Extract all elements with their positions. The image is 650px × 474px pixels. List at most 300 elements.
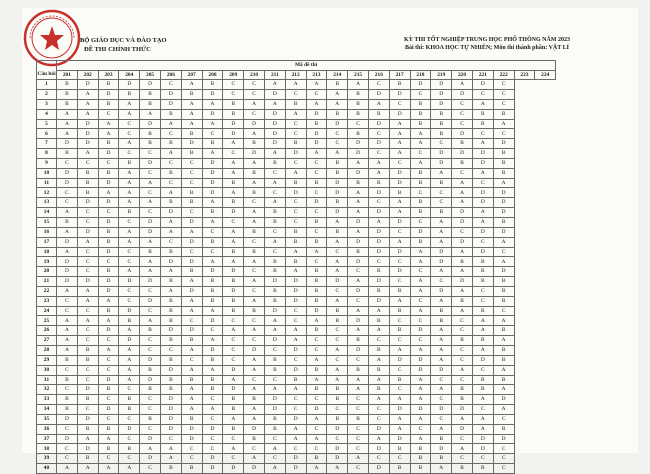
answer-cell: A bbox=[368, 326, 389, 336]
answer-cell: A bbox=[327, 149, 348, 159]
answer-cell: B bbox=[223, 405, 244, 415]
code-row bbox=[37, 70, 556, 80]
answer-cell: A bbox=[452, 267, 473, 277]
answer-cell: B bbox=[306, 365, 327, 375]
answer-cell: D bbox=[223, 365, 244, 375]
answer-cell: D bbox=[98, 326, 119, 336]
answer-cell: A bbox=[472, 168, 493, 178]
answer-cell: D bbox=[223, 129, 244, 139]
answer-cell: D bbox=[285, 345, 306, 355]
answer-cell: C bbox=[119, 119, 140, 129]
table-row bbox=[37, 218, 556, 228]
table-row bbox=[37, 355, 556, 365]
answer-cell: C bbox=[410, 149, 431, 159]
table-row bbox=[37, 395, 556, 405]
answer-cell: A bbox=[264, 178, 285, 188]
answer-cell: C bbox=[202, 414, 223, 424]
answer-cell: D bbox=[244, 345, 265, 355]
answer-cell: B bbox=[306, 277, 327, 287]
answer-cell: A bbox=[181, 80, 202, 90]
answer-cell: A bbox=[472, 424, 493, 434]
answer-cell: B bbox=[306, 178, 327, 188]
answer-cell: A bbox=[244, 218, 265, 228]
answer-cell: B bbox=[77, 168, 98, 178]
answer-cell: A bbox=[493, 119, 514, 129]
answer-cell: D bbox=[306, 405, 327, 415]
answer-cell: B bbox=[368, 385, 389, 395]
answer-cell: D bbox=[57, 277, 78, 287]
answer-cell: C bbox=[57, 444, 78, 454]
answer-cell: C bbox=[431, 139, 452, 149]
answer-cell: D bbox=[223, 385, 244, 395]
answer-cell: D bbox=[348, 149, 369, 159]
answer-cell: B bbox=[119, 158, 140, 168]
answer-cell: B bbox=[264, 208, 285, 218]
answer-cell: B bbox=[77, 424, 98, 434]
answer-cell: B bbox=[306, 326, 327, 336]
answer-cell: A bbox=[306, 375, 327, 385]
answer-cell: D bbox=[223, 119, 244, 129]
answer-cell: C bbox=[244, 316, 265, 326]
answer-cell: D bbox=[452, 405, 473, 415]
answer-cell: A bbox=[472, 208, 493, 218]
answer-cell: D bbox=[57, 168, 78, 178]
table-row bbox=[37, 385, 556, 395]
answer-cell: A bbox=[452, 247, 473, 257]
answer-cell: A bbox=[306, 434, 327, 444]
answer-cell: C bbox=[306, 188, 327, 198]
answer-cell: B bbox=[181, 188, 202, 198]
answer-cell: A bbox=[264, 198, 285, 208]
answer-cell: C bbox=[327, 286, 348, 296]
answer-cell: A bbox=[327, 296, 348, 306]
answer-cell: D bbox=[327, 424, 348, 434]
answer-cell: A bbox=[160, 286, 181, 296]
answer-cell: A bbox=[431, 237, 452, 247]
table-row bbox=[37, 434, 556, 444]
answer-cell: A bbox=[285, 434, 306, 444]
answer-cell: A bbox=[264, 444, 285, 454]
answer-cell: B bbox=[140, 129, 161, 139]
answer-cell: A bbox=[202, 365, 223, 375]
answer-cell: C bbox=[244, 90, 265, 100]
answer-cell: D bbox=[431, 257, 452, 267]
answer-cell: C bbox=[348, 355, 369, 365]
answer-cell: B bbox=[223, 296, 244, 306]
question-number-cell: 9 bbox=[37, 158, 57, 168]
question-number-cell: 33 bbox=[37, 395, 57, 405]
answer-cell: A bbox=[348, 198, 369, 208]
answer-cell: D bbox=[327, 444, 348, 454]
answer-cell: D bbox=[493, 434, 514, 444]
answer-cell: A bbox=[57, 247, 78, 257]
answer-cell: B bbox=[368, 286, 389, 296]
answer-cell: D bbox=[264, 336, 285, 346]
answer-cell: B bbox=[98, 306, 119, 316]
answer-cell: D bbox=[410, 365, 431, 375]
answer-cell: A bbox=[98, 345, 119, 355]
answer-cell: B bbox=[472, 336, 493, 346]
answer-cell: B bbox=[181, 464, 202, 474]
answer-cell: B bbox=[327, 316, 348, 326]
answer-cell: A bbox=[223, 227, 244, 237]
answer-cell: B bbox=[57, 99, 78, 109]
answer-cell: D bbox=[140, 80, 161, 90]
answer-cell: C bbox=[452, 227, 473, 237]
answer-cell: A bbox=[389, 237, 410, 247]
answer-cell: C bbox=[306, 168, 327, 178]
answer-cell: C bbox=[140, 149, 161, 159]
answer-cell: D bbox=[77, 277, 98, 287]
answer-cell: C bbox=[264, 188, 285, 198]
answer-cell: A bbox=[472, 395, 493, 405]
answer-cell: D bbox=[244, 119, 265, 129]
answer-cell: A bbox=[368, 375, 389, 385]
question-number-cell: 5 bbox=[37, 119, 57, 129]
answer-cell: C bbox=[285, 306, 306, 316]
answer-cell: B bbox=[410, 464, 431, 474]
answer-cell: C bbox=[389, 454, 410, 464]
code-header-cell: 207 bbox=[181, 70, 202, 80]
answer-cell: A bbox=[77, 90, 98, 100]
answer-cell: C bbox=[348, 464, 369, 474]
answer-cell: A bbox=[368, 99, 389, 109]
answer-cell: D bbox=[181, 257, 202, 267]
answer-cell: B bbox=[472, 464, 493, 474]
answer-cell: B bbox=[472, 306, 493, 316]
answer-cell: A bbox=[368, 158, 389, 168]
answer-cell: A bbox=[223, 257, 244, 267]
answer-cell: D bbox=[348, 257, 369, 267]
answer-cell: A bbox=[410, 414, 431, 424]
question-number-cell: 10 bbox=[37, 168, 57, 178]
answer-cell: C bbox=[285, 316, 306, 326]
answer-cell: C bbox=[77, 208, 98, 218]
answer-cell: A bbox=[57, 464, 78, 474]
answer-cell: A bbox=[57, 326, 78, 336]
code-header-cell: 224 bbox=[535, 70, 556, 80]
answer-cell: C bbox=[306, 90, 327, 100]
answer-cell: B bbox=[410, 119, 431, 129]
answer-cell: D bbox=[223, 464, 244, 474]
table-row bbox=[37, 365, 556, 375]
answer-cell: D bbox=[98, 178, 119, 188]
answer-cell: C bbox=[493, 90, 514, 100]
answer-cell: A bbox=[472, 345, 493, 355]
answer-cell: B bbox=[431, 306, 452, 316]
answer-cell: B bbox=[160, 139, 181, 149]
answer-cell: C bbox=[181, 316, 202, 326]
answer-cell: C bbox=[368, 336, 389, 346]
answer-cell: A bbox=[244, 129, 265, 139]
answer-cell: A bbox=[452, 444, 473, 454]
answer-cell: B bbox=[264, 365, 285, 375]
answer-cell: D bbox=[452, 208, 473, 218]
answer-cell: B bbox=[327, 306, 348, 316]
answer-cell: A bbox=[431, 168, 452, 178]
answer-cell: C bbox=[77, 218, 98, 228]
question-number-cell: 16 bbox=[37, 227, 57, 237]
answer-cell: A bbox=[244, 326, 265, 336]
answer-cell: C bbox=[452, 375, 473, 385]
answer-cell: D bbox=[77, 198, 98, 208]
answer-cell: D bbox=[202, 424, 223, 434]
answer-cell: C bbox=[77, 405, 98, 415]
answer-cell: D bbox=[327, 454, 348, 464]
answer-cell: B bbox=[348, 129, 369, 139]
answer-cell: C bbox=[119, 414, 140, 424]
answer-cell: D bbox=[472, 80, 493, 90]
answer-cell: B bbox=[264, 355, 285, 365]
answer-cell: D bbox=[410, 405, 431, 415]
answer-cell: D bbox=[202, 90, 223, 100]
answer-cell: B bbox=[264, 267, 285, 277]
answer-cell: A bbox=[431, 267, 452, 277]
answer-cell: B bbox=[98, 444, 119, 454]
answer-cell: C bbox=[181, 158, 202, 168]
answer-cell: D bbox=[181, 326, 202, 336]
answer-cell: A bbox=[77, 296, 98, 306]
answer-cell: D bbox=[452, 129, 473, 139]
answer-cell: D bbox=[160, 395, 181, 405]
answer-cell: D bbox=[493, 139, 514, 149]
answer-cell: D bbox=[493, 227, 514, 237]
answer-cell: C bbox=[306, 227, 327, 237]
code-header-cell: 213 bbox=[306, 70, 327, 80]
answer-cell: B bbox=[389, 286, 410, 296]
answer-cell: B bbox=[244, 395, 265, 405]
answer-cell: A bbox=[77, 99, 98, 109]
answer-cell: A bbox=[452, 414, 473, 424]
answer-cell: C bbox=[57, 296, 78, 306]
answer-cell: D bbox=[202, 464, 223, 474]
question-number-cell: 39 bbox=[37, 454, 57, 464]
answer-cell: D bbox=[368, 90, 389, 100]
answer-cell: C bbox=[410, 188, 431, 198]
answer-cell: A bbox=[410, 306, 431, 316]
answer-cell: B bbox=[306, 286, 327, 296]
answer-cell: B bbox=[77, 395, 98, 405]
answer-cell: D bbox=[285, 296, 306, 306]
answer-cell: A bbox=[389, 139, 410, 149]
code-header-cell: 211 bbox=[264, 70, 285, 80]
answer-cell: B bbox=[264, 218, 285, 228]
question-number-cell: 12 bbox=[37, 188, 57, 198]
answer-cell: D bbox=[98, 277, 119, 287]
table-row bbox=[37, 227, 556, 237]
answer-cell: A bbox=[244, 365, 265, 375]
answer-cell: C bbox=[472, 454, 493, 464]
answer-cell: D bbox=[77, 414, 98, 424]
answer-cell: D bbox=[472, 158, 493, 168]
answer-cell: D bbox=[202, 188, 223, 198]
answer-cell: C bbox=[389, 227, 410, 237]
answer-cell: A bbox=[285, 109, 306, 119]
answer-cell: C bbox=[493, 247, 514, 257]
answer-cell: B bbox=[452, 139, 473, 149]
answer-cell: B bbox=[348, 178, 369, 188]
answer-cell: B bbox=[264, 414, 285, 424]
table-row bbox=[37, 119, 556, 129]
answer-cell: A bbox=[202, 306, 223, 316]
answer-cell: C bbox=[57, 385, 78, 395]
answer-cell: A bbox=[119, 375, 140, 385]
answer-cell: A bbox=[327, 345, 348, 355]
answer-cell: C bbox=[119, 286, 140, 296]
answer-cell: D bbox=[285, 414, 306, 424]
answer-cell: B bbox=[202, 355, 223, 365]
question-number-cell: 25 bbox=[37, 316, 57, 326]
answer-cell: B bbox=[431, 454, 452, 464]
answer-cell: C bbox=[306, 158, 327, 168]
answer-cell: C bbox=[181, 168, 202, 178]
question-number-cell: 23 bbox=[37, 296, 57, 306]
answer-cell: D bbox=[368, 237, 389, 247]
answer-cell: B bbox=[98, 99, 119, 109]
answer-cell: D bbox=[98, 405, 119, 415]
answer-cell: B bbox=[410, 198, 431, 208]
answer-cell: D bbox=[472, 434, 493, 444]
answer-cell: C bbox=[77, 336, 98, 346]
answer-cell: C bbox=[181, 178, 202, 188]
answer-cell: D bbox=[57, 267, 78, 277]
answer-cell: A bbox=[119, 237, 140, 247]
answer-cell: D bbox=[452, 218, 473, 228]
answer-cell: B bbox=[285, 257, 306, 267]
answer-cell: C bbox=[160, 158, 181, 168]
answer-cell: A bbox=[348, 385, 369, 395]
ministry-name: BỘ GIÁO DỤC VÀ ĐÀO TẠO bbox=[80, 37, 167, 44]
answer-cell: C bbox=[452, 454, 473, 464]
answer-cell: A bbox=[244, 158, 265, 168]
answer-cell: A bbox=[306, 464, 327, 474]
answer-cell: D bbox=[202, 345, 223, 355]
answer-cell: D bbox=[327, 188, 348, 198]
answer-key-sheet bbox=[22, 8, 638, 472]
answer-cell: B bbox=[472, 119, 493, 129]
answer-cell: A bbox=[264, 464, 285, 474]
answer-cell: B bbox=[389, 306, 410, 316]
answer-cell: A bbox=[119, 109, 140, 119]
table-row bbox=[37, 188, 556, 198]
ministry-header bbox=[80, 36, 167, 54]
answer-cell: C bbox=[285, 395, 306, 405]
answer-cell: A bbox=[368, 168, 389, 178]
answer-cell: A bbox=[244, 385, 265, 395]
answer-cell: B bbox=[327, 414, 348, 424]
answer-cell: A bbox=[223, 444, 244, 454]
answer-cell: B bbox=[140, 90, 161, 100]
answer-cell: D bbox=[181, 286, 202, 296]
answer-cell: B bbox=[472, 375, 493, 385]
answer-cell: C bbox=[98, 109, 119, 119]
answer-cell: C bbox=[98, 355, 119, 365]
answer-cell: B bbox=[327, 168, 348, 178]
answer-cell: A bbox=[306, 149, 327, 159]
answer-cell: A bbox=[140, 267, 161, 277]
answer-cell: A bbox=[140, 444, 161, 454]
answer-cell: B bbox=[389, 464, 410, 474]
answer-cell: B bbox=[472, 277, 493, 287]
answer-cell: A bbox=[77, 109, 98, 119]
answer-cell: A bbox=[244, 99, 265, 109]
answer-cell: C bbox=[431, 188, 452, 198]
answer-cell: A bbox=[327, 267, 348, 277]
answer-cell: B bbox=[202, 237, 223, 247]
answer-cell: C bbox=[368, 257, 389, 267]
answer-cell: A bbox=[472, 218, 493, 228]
answer-cell: A bbox=[181, 99, 202, 109]
answer-cell: C bbox=[202, 326, 223, 336]
answer-cell: D bbox=[77, 139, 98, 149]
answer-cell: A bbox=[140, 257, 161, 267]
answer-cell: B bbox=[57, 355, 78, 365]
answer-cell: A bbox=[160, 444, 181, 454]
answer-cell: C bbox=[160, 80, 181, 90]
answer-cell: A bbox=[57, 129, 78, 139]
answer-cell: D bbox=[285, 188, 306, 198]
answer-cell: C bbox=[98, 257, 119, 267]
answer-cell: B bbox=[264, 286, 285, 296]
answer-cell: D bbox=[77, 119, 98, 129]
answer-cell: D bbox=[160, 405, 181, 415]
answer-cell: A bbox=[57, 286, 78, 296]
answer-cell: B bbox=[181, 129, 202, 139]
answer-cell: A bbox=[306, 316, 327, 326]
answer-cell: C bbox=[368, 414, 389, 424]
answer-cell: A bbox=[181, 395, 202, 405]
answer-cell: A bbox=[410, 434, 431, 444]
answer-cell: B bbox=[431, 178, 452, 188]
answer-cell: C bbox=[285, 198, 306, 208]
answer-cell: B bbox=[244, 139, 265, 149]
answer-cell: C bbox=[244, 198, 265, 208]
answer-cell: C bbox=[452, 99, 473, 109]
answer-cell: A bbox=[389, 208, 410, 218]
answer-cell: A bbox=[57, 345, 78, 355]
answer-cell: B bbox=[57, 80, 78, 90]
answer-cell: A bbox=[431, 296, 452, 306]
answer-cell: D bbox=[140, 355, 161, 365]
answer-cell: A bbox=[452, 286, 473, 296]
answer-cell: B bbox=[202, 385, 223, 395]
table-row bbox=[37, 414, 556, 424]
answer-cell: A bbox=[181, 405, 202, 415]
answer-cell: D bbox=[140, 454, 161, 464]
answer-cell: B bbox=[98, 267, 119, 277]
answer-cell: D bbox=[452, 424, 473, 434]
table-row bbox=[37, 316, 556, 326]
answer-cell: C bbox=[119, 454, 140, 464]
question-number-cell: 32 bbox=[37, 385, 57, 395]
answer-cell: A bbox=[327, 365, 348, 375]
answer-cell: C bbox=[285, 158, 306, 168]
answer-cell: D bbox=[368, 247, 389, 257]
answer-cell: A bbox=[119, 188, 140, 198]
answer-cell: D bbox=[493, 395, 514, 405]
answer-cell: A bbox=[223, 139, 244, 149]
answer-cell: B bbox=[431, 119, 452, 129]
answer-cell: D bbox=[181, 218, 202, 228]
answer-cell: C bbox=[140, 188, 161, 198]
answer-cell: A bbox=[431, 355, 452, 365]
answer-cell: C bbox=[98, 336, 119, 346]
answer-cell: C bbox=[244, 286, 265, 296]
answer-cell: C bbox=[57, 365, 78, 375]
answer-cell: A bbox=[77, 464, 98, 474]
answer-cell: B bbox=[368, 365, 389, 375]
answer-cell: D bbox=[98, 247, 119, 257]
